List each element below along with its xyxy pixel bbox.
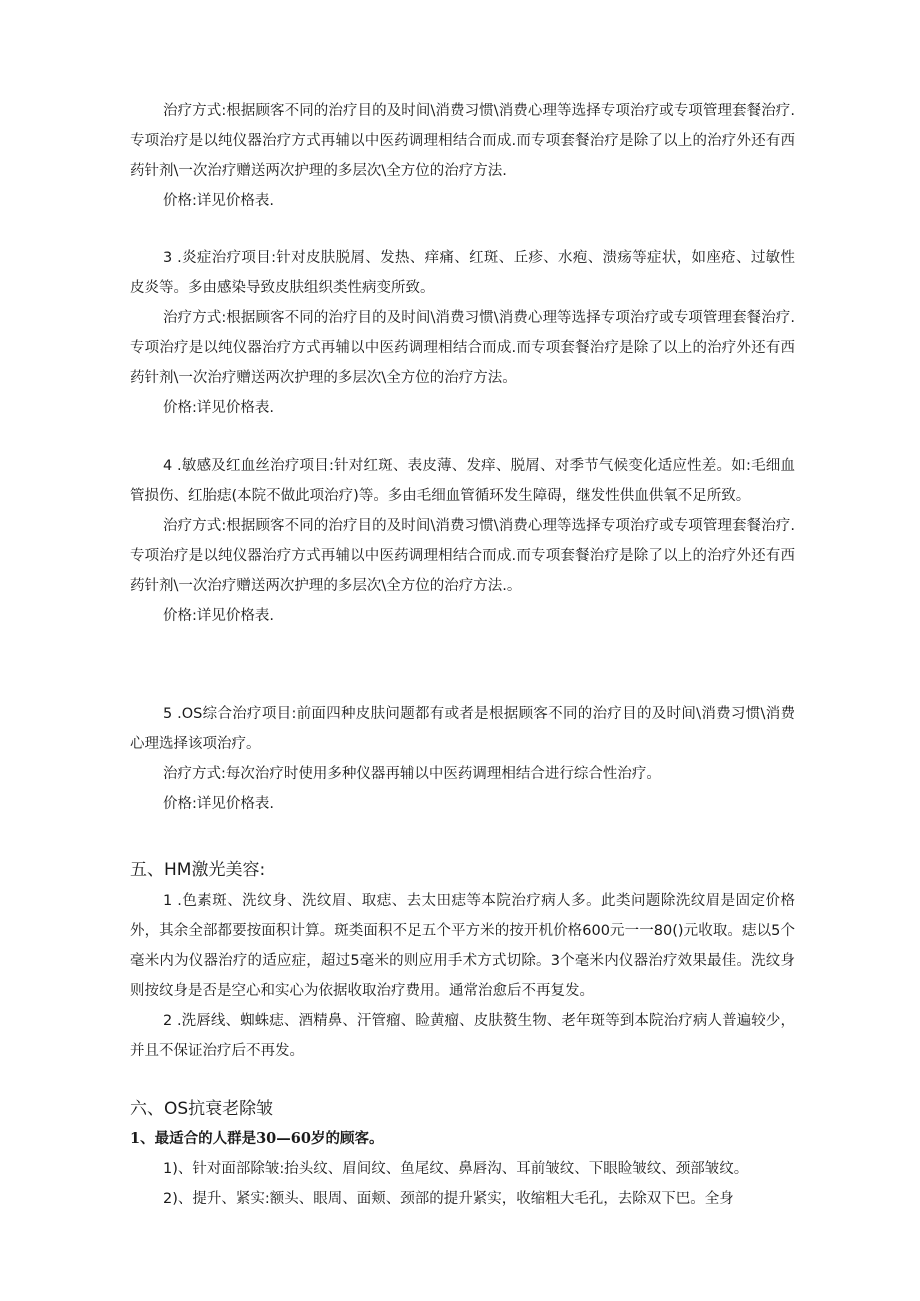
section5-paragraph-2: 2 .洗唇线、蜘蛛痣、酒精鼻、汗管瘤、睑黄瘤、皮肤赘生物、老年斑等到本院治疗病人普遍较少，并且不保证治疗后不再发。 [130,1013,795,1059]
item4-price: 价格:详见价格表. [163,608,274,624]
item5-block [130,699,795,819]
section6-item-1: 1)、针对面部除皱:抬头纹、眉间纹、鱼尾纹、鼻唇沟、耳前皱纹、下眼睑皱纹、颈部皱纹。 [163,1161,749,1177]
section5-paragraph-1: 1 .色素斑、洗纹身、洗纹眉、取痣、去太田痣等本院治疗病人多。此类问题除洗纹眉是固定价格外，其余全部都要按面积计算。斑类面积不足五个平方米的按开机价格600元一一80()元收取。痣以5个毫米内为仪器治疗的适应症，超过5毫米的则应用手术方式切除。3个毫米内仪器治疗效果最佳。洗纹身则按纹身是否是空心和实心为依据收取治疗费用。通常治愈后不再复发。 [130,893,795,999]
item3-method: 治疗方式:根据顾客不同的治疗目的及时间\消费习惯\消费心理等选择专项治疗或专项管理套餐治疗.专项治疗是以纯仪器治疗方式再辅以中医药调理相结合而成.而专项套餐治疗是除了以上的治疗外还有西药针剂\一次治疗赠送两次护理的多层次\全方位的治疗方法。 [130,310,795,386]
section6-heading: 六、OS抗衰老除皱 [130,1099,274,1119]
item3-price: 价格:详见价格表. [163,400,274,416]
item5-method: 治疗方式:每次治疗时使用多种仪器再辅以中医药调理相结合进行综合性治疗。 [163,766,661,782]
item3-title: 3 .炎症治疗项目:针对皮肤脱屑、发热、痒痛、红斑、丘疹、水疱、溃疡等症状，如座疮、过敏性皮炎等。多由感染导致皮肤组织类性病变所致。 [130,250,795,296]
price-line: 价格:详见价格表. [163,193,274,209]
item4-method: 治疗方式:根据顾客不同的治疗目的及时间\消费习惯\消费心理等选择专项治疗或专项管理套餐治疗.专项治疗是以纯仪器治疗方式再辅以中医药调理相结合而成.而专项套餐治疗是除了以上的治疗外还有西药针剂\一次治疗赠送两次护理的多层次\全方位的治疗方法.。 [130,518,795,594]
item3-block [130,243,795,423]
item5-title: 5 .OS综合治疗项目:前面四种皮肤问题都有或者是根据顾客不同的治疗目的及时间\消费习惯\消费心理选择该项治疗。 [130,706,795,752]
item4-cont-block [130,96,795,216]
treatment-method-paragraph: 治疗方式:根据顾客不同的治疗目的及时间\消费习惯\消费心理等选择专项治疗或专项管理套餐治疗.专项治疗是以纯仪器治疗方式再辅以中医药调理相结合而成.而专项套餐治疗是除了以上的治疗外还有西药针剂\一次治疗赠送两次护理的多层次\全方位的治疗方法. [130,103,795,179]
item4-block [130,451,795,631]
section6-subheading: 1、最适合的人群是30—60岁的顾客。 [130,1130,384,1147]
item5-price: 价格:详见价格表. [163,796,274,812]
section6-block [130,1154,800,1214]
section5-block [130,886,795,1066]
section5-heading: 五、HM激光美容: [130,860,266,880]
item4-title: 4 .敏感及红血丝治疗项目:针对红斑、表皮薄、发痒、脱屑、对季节气候变化适应性差。如:毛细血管损伤、红胎痣(本院不做此项治疗)等。多由毛细血管循环发生障碍，继发性供血供氧不足所致。 [130,458,795,504]
section6-item-2: 2)、提升、紧实:额头、眼周、面颊、颈部的提升紧实，收缩粗大毛孔，去除双下巴。全身 [163,1191,734,1207]
